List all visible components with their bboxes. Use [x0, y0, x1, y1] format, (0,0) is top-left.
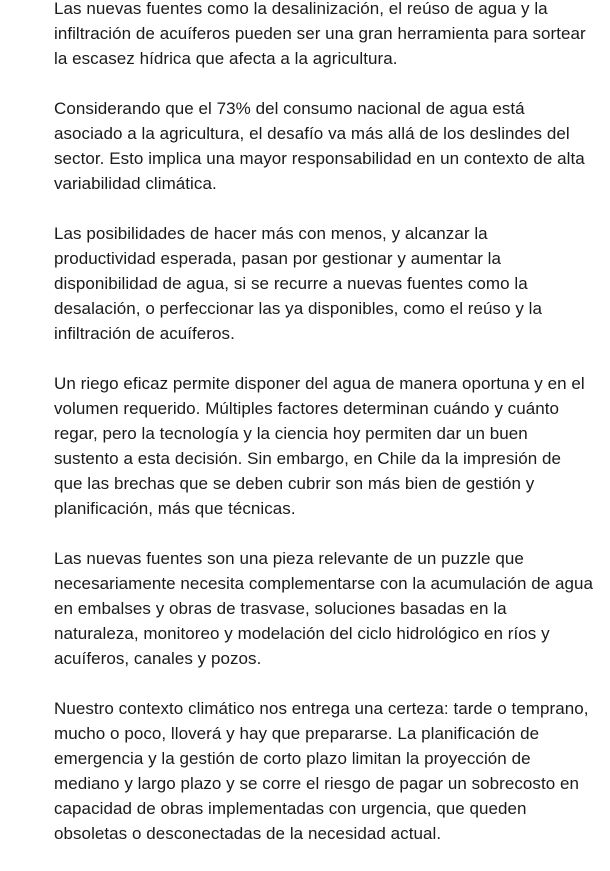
paragraph-climate-context: Nuestro contexto climático nos entrega una certeza: tarde o temprano, mucho o poco, lloverá y hay que prepararse. La planificación de emergencia y la gestión de corto plazo limitan la proyección de mediano y largo plazo y se corre el riesgo de pagar un sobrecosto en capacidad de obras implementadas con urgencia, que queden obsoletas o desconectadas de la necesidad actual.: [54, 699, 589, 843]
paragraph-irrigation: Un riego eficaz permite disponer del agua de manera oportuna y en el volumen requerido. Múltiples factores determinan cuándo y cuánto regar, pero la tecnología y la ciencia hoy permiten dar un buen sustento a esta decisión. Sin embargo, en Chile da la impresión de que las brechas que se deben cubrir son más bien de gestión y planificación, más que técnicas.: [54, 374, 585, 518]
paragraph-intro: Las nuevas fuentes como la desalinización, el reúso de agua y la infiltración de acuíferos pueden ser una gran herramienta para sortear la escasez hídrica que afecta a la agricultura.: [54, 0, 586, 68]
paragraph-consumption: Considerando que el 73% del consumo nacional de agua está asociado a la agricultura, el desafío va más allá de los deslindes del sector. Esto implica una mayor responsabilidad en un contexto de alta variabilidad climática.: [54, 99, 585, 193]
article-body: [54, 0, 594, 846]
paragraph-new-sources: Las nuevas fuentes son una pieza relevante de un puzzle que necesariamente necesita complementarse con la acumulación de agua en embalses y obras de trasvase, soluciones basadas en la naturaleza, monitoreo y modelación del ciclo hidrológico en ríos y acuíferos, canales y pozos.: [54, 549, 594, 668]
paragraph-possibilities: Las posibilidades de hacer más con menos, y alcanzar la productividad esperada, pasan por gestionar y aumentar la disponibilidad de agua, si se recurre a nuevas fuentes como la desalación, o perfeccionar las ya disponibles, como el reúso y la infiltración de acuíferos.: [54, 224, 543, 343]
